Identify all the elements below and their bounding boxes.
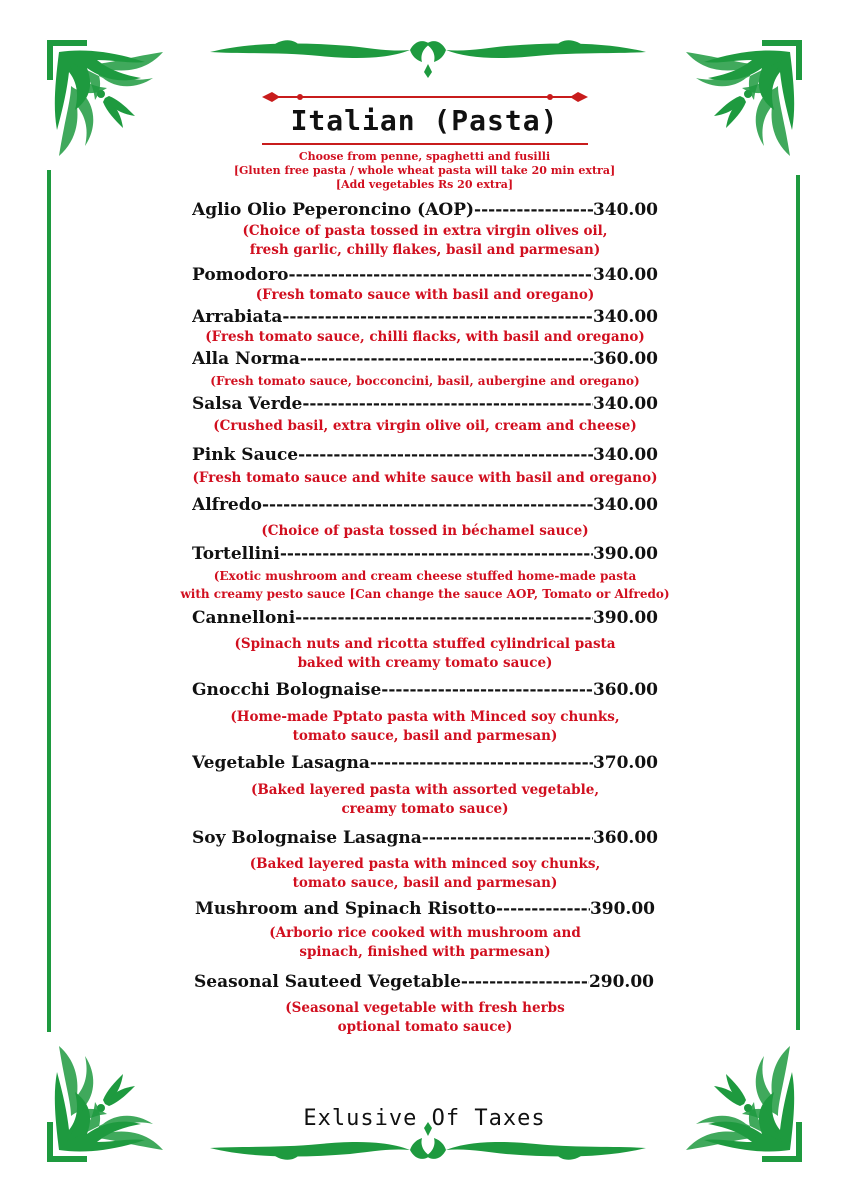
- desc-line: (Choice of pasta tossed in béchamel sauce): [261, 523, 589, 539]
- item-description: [180, 924, 670, 962]
- menu-item: [192, 608, 658, 630]
- item-price: 390.00: [592, 544, 658, 564]
- item-price: 340.00: [592, 445, 658, 465]
- menu-item: [192, 265, 658, 287]
- item-name: Salsa Verde: [192, 394, 303, 414]
- dot-leader: [262, 495, 593, 515]
- dot-leader: [496, 899, 590, 919]
- item-price: 390.00: [589, 899, 655, 919]
- item-name: Gnocchi Bolognaise: [192, 680, 382, 700]
- intro-line: [Gluten free pasta / whole wheat pasta will take 20 min extra]: [233, 164, 616, 177]
- menu-item: [192, 544, 658, 566]
- item-description: [180, 417, 670, 436]
- dot-leader: [289, 265, 593, 285]
- menu-item: [192, 680, 658, 702]
- menu-item: [192, 495, 658, 517]
- item-description: [180, 469, 670, 488]
- desc-line: spinach, finished with parmesan): [299, 944, 551, 960]
- desc-line: (Fresh tomato sauce, bocconcini, basil, aubergine and oregano): [210, 374, 640, 388]
- desc-line: (Home-made Pptato pasta with Minced soy chunks,: [230, 709, 620, 725]
- item-price: 340.00: [592, 200, 658, 220]
- menu-item: [192, 307, 658, 329]
- item-description: [180, 567, 670, 603]
- item-name: Cannelloni: [192, 608, 296, 628]
- intro-line: Choose from penne, spaghetti and fusilli: [298, 150, 551, 163]
- desc-line: (Crushed basil, extra virgin olive oil, cream and cheese): [213, 418, 637, 434]
- item-description: [180, 855, 670, 893]
- dot-leader: [295, 608, 593, 628]
- dot-leader: [282, 307, 593, 327]
- item-description: [180, 328, 670, 347]
- item-price: 370.00: [592, 753, 658, 773]
- desc-line: (Spinach nuts and ricotta stuffed cylindrical pasta: [234, 636, 616, 652]
- item-price: 340.00: [592, 265, 658, 285]
- desc-line: (Choice of pasta tossed in extra virgin olives oil,: [242, 223, 608, 239]
- desc-line: tomato sauce, basil and parmesan): [292, 728, 558, 744]
- item-name: Pomodoro: [192, 265, 289, 285]
- menu-item: [192, 394, 658, 416]
- item-name: Mushroom and Spinach Risotto: [195, 899, 496, 919]
- dot-leader: [280, 544, 593, 564]
- desc-line: baked with creamy tomato sauce): [297, 655, 553, 671]
- menu-item: [194, 972, 654, 994]
- item-description: [180, 999, 670, 1037]
- item-price: 360.00: [592, 349, 658, 369]
- item-name: Alla Norma: [192, 349, 300, 369]
- item-name: Vegetable Lasagna: [192, 753, 370, 773]
- item-price: 340.00: [592, 495, 658, 515]
- desc-line: with creamy pesto sauce [Can change the sauce AOP, Tomato or Alfredo): [180, 587, 670, 601]
- dot-leader: [461, 972, 589, 992]
- item-name: Alfredo: [192, 495, 262, 515]
- item-description: [180, 635, 670, 673]
- menu-item: [192, 200, 658, 222]
- item-name: Soy Bolognaise Lasagna: [192, 828, 422, 848]
- dot-leader: [381, 680, 593, 700]
- item-price: 360.00: [592, 680, 658, 700]
- item-price: 340.00: [592, 394, 658, 414]
- desc-line: tomato sauce, basil and parmesan): [292, 875, 558, 891]
- menu-item: [192, 753, 658, 775]
- item-description: [180, 522, 670, 541]
- desc-line: (Fresh tomato sauce and white sauce with basil and oregano): [192, 470, 658, 486]
- item-description: [180, 708, 670, 746]
- item-description: [180, 222, 670, 260]
- menu-item: [192, 828, 658, 850]
- desc-line: (Exotic mushroom and cream cheese stuffed home-made pasta: [213, 569, 637, 583]
- desc-line: fresh garlic, chilly flakes, basil and parmesan): [249, 242, 601, 258]
- item-description: [180, 372, 670, 390]
- desc-line: (Baked layered pasta with minced soy chunks,: [249, 856, 601, 872]
- taxes-note: Exlusive Of Taxes: [303, 1106, 546, 1131]
- item-price: 390.00: [592, 608, 658, 628]
- item-name: Seasonal Sauteed Vegetable: [194, 972, 461, 992]
- desc-line: creamy tomato sauce): [341, 801, 509, 817]
- menu-item: [192, 349, 658, 371]
- page-title: Italian (Pasta): [290, 104, 559, 137]
- desc-line: (Fresh tomato sauce with basil and oregano): [255, 287, 595, 303]
- item-name: Tortellini: [192, 544, 280, 564]
- desc-line: (Seasonal vegetable with fresh herbs: [285, 1000, 565, 1016]
- dot-leader: [298, 445, 593, 465]
- dot-leader: [300, 349, 593, 369]
- item-name: Pink Sauce: [192, 445, 299, 465]
- menu-item: [195, 899, 655, 921]
- desc-line: (Baked layered pasta with assorted vegetable,: [250, 782, 600, 798]
- item-price: 340.00: [592, 307, 658, 327]
- intro-line: [Add vegetables Rs 20 extra]: [335, 178, 514, 191]
- dot-leader: [422, 828, 593, 848]
- desc-line: (Fresh tomato sauce, chilli flacks, with basil and oregano): [205, 329, 645, 345]
- item-price: 290.00: [588, 972, 654, 992]
- item-description: [180, 286, 670, 305]
- item-name: Arrabiata: [192, 307, 283, 327]
- item-price: 360.00: [592, 828, 658, 848]
- desc-line: optional tomato sauce): [337, 1019, 513, 1035]
- desc-line: (Arborio rice cooked with mushroom and: [269, 925, 581, 941]
- dot-leader: [302, 394, 593, 414]
- dot-leader: [370, 753, 593, 773]
- dot-leader: [474, 200, 593, 220]
- item-name: Aglio Olio Peperoncino (AOP): [192, 200, 475, 220]
- item-description: [180, 781, 670, 819]
- menu-item: [192, 445, 658, 467]
